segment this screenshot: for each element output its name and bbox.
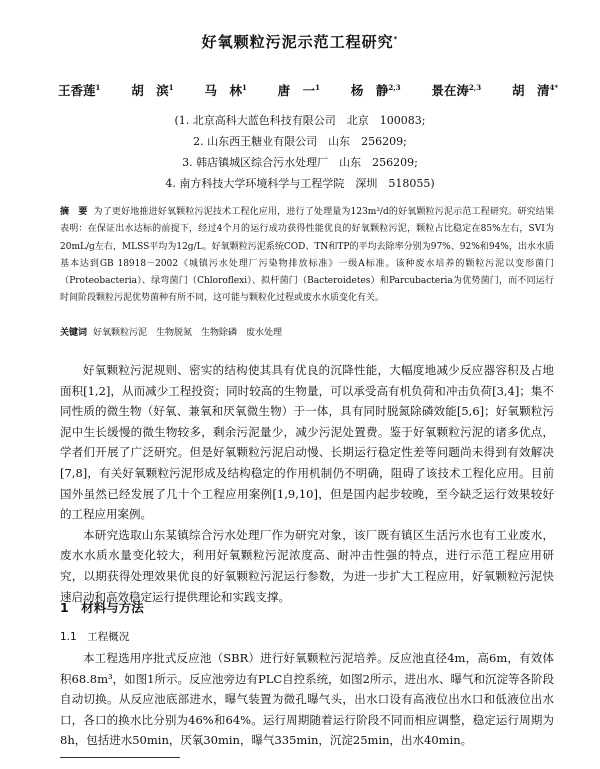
paper-title: 好氧颗粒污泥示范工程研究*	[201, 33, 399, 51]
abstract-label: 摘 要	[60, 207, 88, 217]
author: 唐 一$^1$	[277, 82, 321, 98]
paragraph: 本研究选取山东某镇综合污水处理厂作为研究对象，该厂既有镇区生活污水也有工业废水，废水水质水量变化较大，利用好氧颗粒污泥浓度高、耐冲击性强的特点，进行示范工程应用研究，以期获得处理效果优良的好氧颗粒污泥运行参数，为进一步扩大工程应用，好氧颗粒污泥快速启动和高效稳定运行提供理论和实践支撑。	[60, 527, 554, 604]
affiliation-line: 4. 南方科技大学环境科学与工程学院 深圳 518055)	[165, 177, 435, 190]
affiliation-line: (1. 北京高科大蓝色科技有限公司 北京 100083;	[174, 114, 426, 127]
footnote-rule	[60, 757, 180, 758]
author: 杨 静$^{2,3}$	[350, 82, 401, 98]
keywords-label: 关键词	[60, 328, 88, 338]
affiliation-line: 3. 韩店镇城区综合污水处理厂 山东 256209;	[182, 156, 418, 169]
abstract	[60, 204, 554, 308]
keywords	[60, 325, 554, 338]
author: 王香莲$^1$	[58, 82, 101, 98]
abstract-text: 为了更好地推进好氧颗粒污泥技术工程化应用，进行了处理量为123m³/d的好氧颗粒污泥示范工程研究。研究结果表明：在保证出水达标的前提下，经过4个月的运行成功获得性能优良的好氧颗粒污泥，颗粒占比稳定在85%左右，SVI为20mL/g左右，MLSS平均为12g/L。好氧颗粒污泥系统COD、TN和TP的平均去除率分别为97%、92%和94%，出水水质基本达到GB 18918－2002《城镇污水处理厂污染物排放标准》一级A标准。该种废水培养的颗粒污泥以变形菌门（Proteobacteria）、绿弯菌门（Chloroflexi）、拟杆菌门（Bacteroidetes）和Parcubacteria为优势菌门，而不同运行时间阶段颗粒污泥优势菌种有所不同，这可能与颗粒化过程或废水水质变化有关。	[60, 207, 554, 304]
author-list	[58, 81, 558, 99]
introduction	[60, 360, 554, 607]
paragraph: 本工程选用序批式反应池（SBR）进行好氧颗粒污泥培养。反应池直径4m，高6m，有效体积68.8m³，如图1所示。反应池旁边有PLC自控系统，如图2所示，进出水、曝气和沉淀等各阶段自动切换。从反应池底部进水，曝气装置为微孔曝气头，出水口设有高液位出水口和低液位出水口，各口的换水比分别为46%和64%。运行周期随着运行阶段不同而相应调整，稳定运行周期为8h，包括进水50min，厌氧30min，曝气335min，沉淀25min，出水40min。	[60, 651, 554, 748]
section-heading: 1 材料与方法	[60, 600, 144, 615]
affiliation-line: 2. 山东西王糖业有限公司 山东 256209;	[193, 135, 407, 148]
subsection-heading: 1.1 工程概况	[60, 631, 130, 643]
section-body	[60, 648, 554, 751]
author: 马 林$^1$	[204, 82, 247, 98]
author: 景在涛$^{2,3}$	[431, 82, 482, 98]
author: 胡 清$^{4*}$	[511, 82, 558, 98]
author: 胡 滨$^1$	[131, 82, 174, 98]
paragraph: 好氧颗粒污泥规则、密实的结构使其具有优良的沉降性能，大幅度地减少反应器容积及占地面积[1,2]，从而减少工程投资；同时较高的生物量，可以承受高有机负荷和冲击负荷[3,4]；集不同性质的微生物（好氧、兼氧和厌氧微生物）于一体，具有同时脱氮除磷效能[5,6]；好氧颗粒污泥中生长缓慢的微生物较多，剩余污泥量少，减少污泥处置费。鉴于好氧颗粒污泥的诸多优点，学者们开展了广泛研究。但是好氧颗粒污泥启动慢、长期运行稳定性差等问题尚未得到有效解决[7,8]，有关好氧颗粒污泥形成及结构稳定的作用机制仍不明确，阻碍了该技术工程化应用。目前国外虽然已经发展了几十个工程应用案例[1,9,10]，但是国内起步较晚，至今缺乏运行效果较好的工程应用案例。	[60, 363, 554, 522]
keywords-text: 好氧颗粒污泥 生物脱氮 生物除磷 废水处理	[93, 328, 283, 338]
affiliations	[0, 110, 600, 194]
